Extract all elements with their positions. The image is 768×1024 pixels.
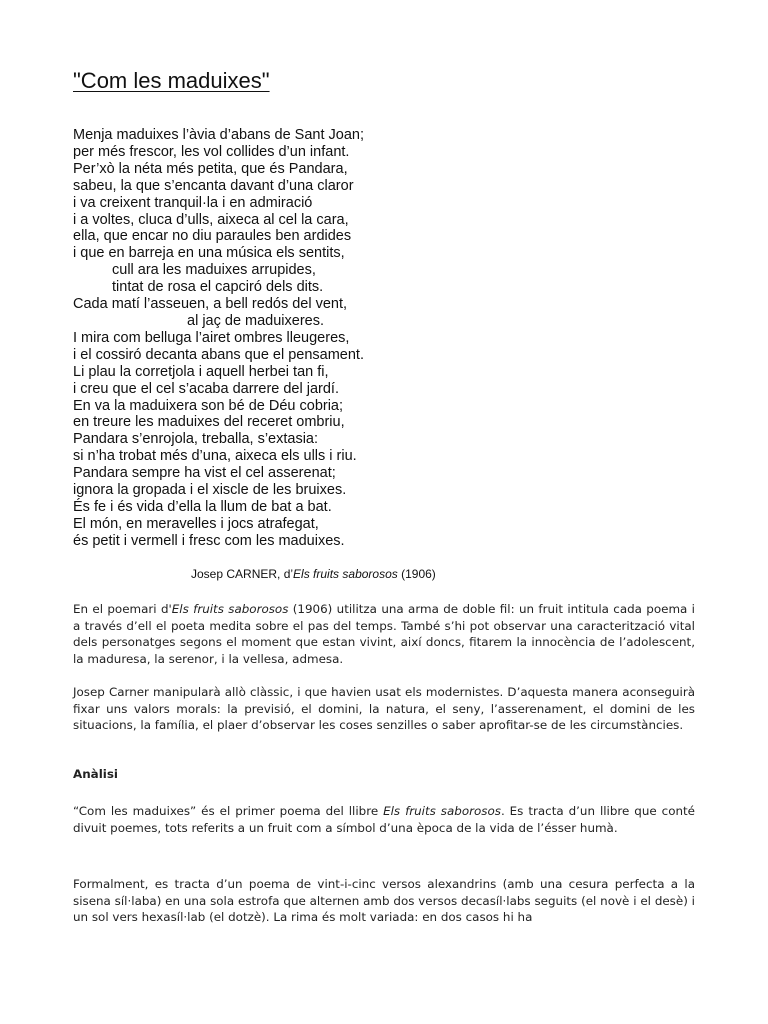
poem-line: en treure les maduixes del receret ombriu, <box>73 414 345 431</box>
poem-line: i a voltes, cluca d’ulls, aixeca al cel la cara, <box>73 211 349 228</box>
book-title: Els fruits saborosos <box>171 602 289 616</box>
paragraph-poemari <box>73 601 695 667</box>
paragraph-text: . Es tracta d’un llibre que conté divuit poemes, tots referits a un fruit com a símbol d’una època de la vida de l’ésser humà. <box>73 804 695 835</box>
poem-line: al jaç de maduixeres. <box>187 312 325 329</box>
poem-line: si n’ha trobat més d’una, aixeca els ulls i riu. <box>73 448 357 465</box>
paragraph-text: En el poemari d' <box>73 602 172 616</box>
poem-line: cull ara les maduixes arrupides, <box>112 262 316 279</box>
book-title: Els fruits saborosos <box>383 804 501 818</box>
poem-line: Per’xò la néta més petita, que és Pandara, <box>73 160 348 177</box>
poem-line: i el cossiró decanta abans que el pensament. <box>73 346 364 363</box>
poem-line: Pandara sempre ha vist el cel asserenat; <box>73 465 336 482</box>
poem-line: ignora la gropada i el xiscle de les bruixes. <box>73 482 347 499</box>
poem-line: és petit i vermell i fresc com les maduixes. <box>73 532 345 549</box>
attribution-author: Josep CARNER, d’ <box>191 567 294 581</box>
paragraph-text: Josep Carner manipularà allò clàssic, i que havien usat els modernistes. D’aquesta manera aconseguirà fixar uns valors morals: la previsió, el domini, la natura, el seny, l’asserenament, el domini de les situacions, la família, el plaer d’observar les coses senzilles o saber aprofitar-se de les circumstàncies. <box>73 685 695 733</box>
poem-title: "Com les maduixes" <box>73 68 270 93</box>
poem-line: i creu que el cel s’acaba darrere del jardí. <box>73 380 339 397</box>
paragraph-first-poem <box>73 803 695 836</box>
poem-line: I mira com belluga l’airet ombres lleugeres, <box>73 329 350 346</box>
paragraph-carner <box>73 684 695 734</box>
poem-line: És fe i és vida d’ella la llum de bat a bat. <box>73 498 332 515</box>
poem-line: ella, que encar no diu paraules ben ardides <box>73 228 352 245</box>
paragraph-text: (1906) utilitza una arma de doble fil: un fruit intitula cada poema i a través d’ell el poeta medita sobre el pas del temps. També s’hi pot observar una caracterització vital dels personatges segons el moment que estan vivint, així doncs, fitarem la innocència de l’adolescent, la maduresa, la serenor, i la vellesa, admesa. <box>73 602 695 666</box>
poem-line: i va creixent tranquil·la i en admiració <box>73 194 313 211</box>
paragraph-formal-analysis <box>73 876 695 926</box>
paragraph-text: “Com les maduixes” és el primer poema del llibre <box>73 804 384 818</box>
poem-attribution <box>191 566 436 582</box>
poem-line: El món, en meravelles i jocs atrafegat, <box>73 515 319 532</box>
poem-line: i que en barreja en una música els sentits, <box>73 245 345 262</box>
poem-line: Menja maduixes l’àvia d’abans de Sant Joan; <box>73 127 364 143</box>
poem-line: Li plau la corretjola i aquell herbei tan fi, <box>73 363 329 380</box>
section-heading-analisi: Anàlisi <box>73 767 118 781</box>
poem-line: En va la maduixera son bé de Déu cobria; <box>73 397 344 414</box>
paragraph-text: Formalment, es tracta d’un poema de vint-i-cinc versos alexandrins (amb una cesura perfecta a la sisena síl·laba) en una sola estrofa que alternen amb dos versos decasíl·labs seguits (el novè i el desè) i un sol vers hexasíl·lab (el dotzè). La rima és molt variada: en dos casos hi ha <box>73 877 695 925</box>
attribution-year: (1906) <box>397 567 436 581</box>
poem-text <box>73 127 364 550</box>
poem-line: Cada matí l’asseuen, a bell redós del vent, <box>73 296 348 313</box>
poem-line: tintat de rosa el capciró dels dits. <box>112 279 324 296</box>
poem-line: Pandara s’enrojola, treballa, s’extasia: <box>73 431 319 448</box>
poem-line: sabeu, la que s’encanta davant d’una claror <box>73 177 354 194</box>
poem-line: per més frescor, les vol collides d’un infant. <box>73 143 350 160</box>
attribution-work-title: Els fruits saborosos <box>293 567 398 581</box>
